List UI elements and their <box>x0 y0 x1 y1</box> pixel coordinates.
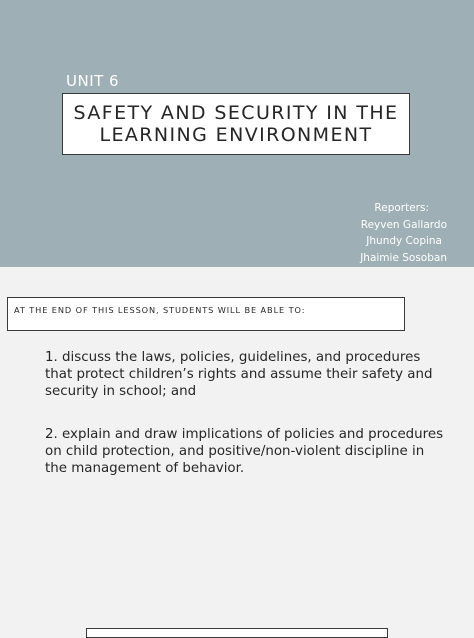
objective-item: 2. explain and draw implications of policies and procedures on child protection, and positive/non-violent discipline in the management of behavior. <box>45 427 444 476</box>
objectives-heading: AT THE END OF THIS LESSON, STUDENTS WILL BE ABLE TO: <box>14 305 306 315</box>
next-slide-box <box>86 628 388 638</box>
title-box <box>62 93 410 155</box>
objectives-list <box>45 349 445 503</box>
reporters-list <box>360 200 447 266</box>
slide-title: SAFETY AND SECURITY IN THE LEARNING ENVIRONMENT <box>73 102 399 146</box>
reporter-name: Jhundy Copina <box>366 235 442 247</box>
objectives-heading-box <box>7 297 405 331</box>
unit-label: UNIT 6 <box>66 72 120 90</box>
objective-item: 1. discuss the laws, policies, guidelines, and procedures that protect children’s rights and assume their safety and security in school; and <box>45 350 433 399</box>
title-slide <box>0 0 474 267</box>
reporter-name: Jhaimie Sosoban <box>360 251 447 264</box>
reporters-heading: Reporters: <box>374 202 429 214</box>
reporter-name: Reyven Gallardo <box>360 218 447 231</box>
